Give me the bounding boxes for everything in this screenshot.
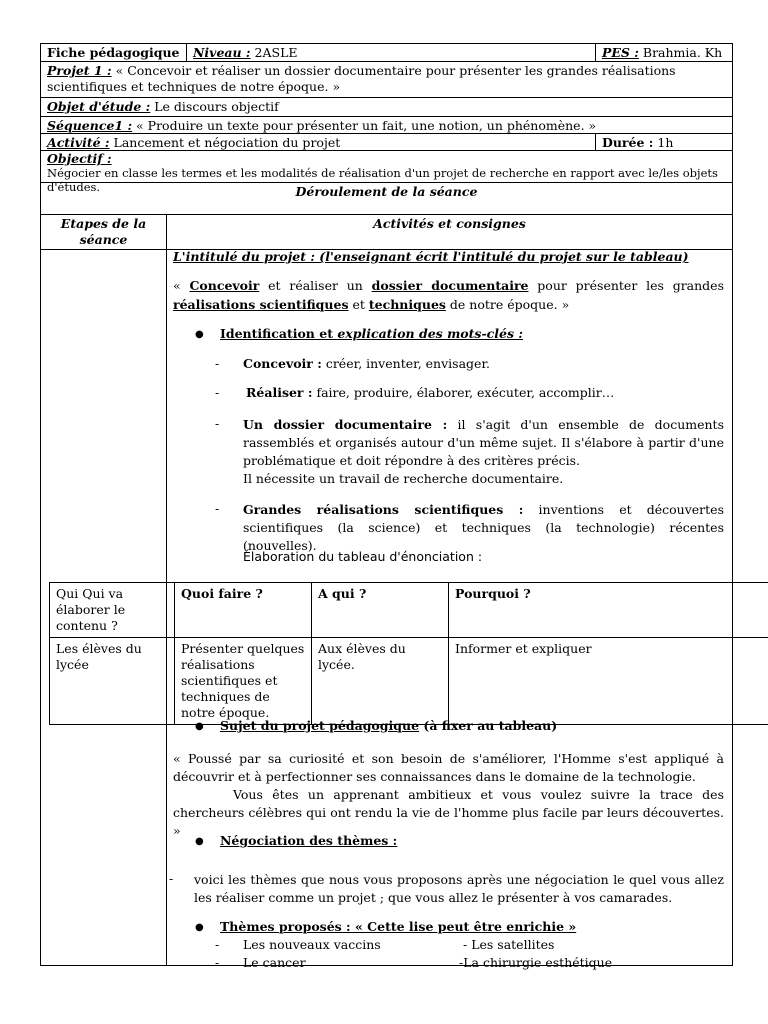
term-realisations: Grandes réalisations scientifiques : inventions et découvertes scientifiques (la science) et techniques (la technologie) récentes (nouvelles). xyxy=(243,502,724,553)
projet-cell xyxy=(41,62,732,96)
fiche-cell xyxy=(41,44,186,61)
sequence-text: « Produire un texte pour présenter un fait, une notion, un phénomène. » xyxy=(132,118,597,133)
objet-label: Objet d'étude : xyxy=(47,99,151,114)
activite-row xyxy=(40,134,733,151)
sequence-label: Séquence1 : xyxy=(47,118,133,133)
enonciation-header: A qui ? xyxy=(318,586,367,601)
enonciation-header: Qui Qui va élaborer le contenu ? xyxy=(50,583,175,638)
sujet-title: Sujet du projet pédagogique (à fixer au tableau) xyxy=(220,718,558,733)
pes-cell xyxy=(595,44,732,61)
sujet-paragraph: « Poussé par sa curiosité et son besoin de s'améliorer, l'Homme s'est appliqué à découvrir et à perfectionner ses connaissances dans le domaine de la technologie. xyxy=(173,751,724,784)
niveau-cell xyxy=(186,44,595,61)
term-dossier: Un dossier documentaire : il s'agit d'un ensemble de documents rassemblés et organisés autour d'un même sujet. Il s'élabore à partir d'une problématique et doit répondre à des critères précis. Il nécessite un travail de recherche documentaire. xyxy=(243,417,724,486)
enonciation-header: Pourquoi ? xyxy=(455,586,531,601)
pes-value: Brahmia. Kh xyxy=(638,45,723,60)
duree-label: Durée : xyxy=(602,135,654,150)
theme-item: Les nouveaux vaccins xyxy=(243,937,381,952)
etapes-header: Etapes de la séance xyxy=(60,216,147,247)
theme-item: -La chirurgie esthétique xyxy=(459,955,613,970)
intitule-heading: L'intitulé du projet : (l'enseignant écrit l'intitulé du projet sur le tableau) xyxy=(173,249,689,264)
enonciation-cell: Présenter quelques réalisations scientifiques et techniques de notre époque. xyxy=(175,638,312,725)
objectif-text: Négocier en classe les termes et les modalités de réalisation d'un projet de recherche en rapport avec le/les objets d'études. xyxy=(47,166,718,194)
theme-item: Le cancer xyxy=(243,955,306,970)
activities-column: L'intitulé du projet : (l'enseignant écrit l'intitulé du projet sur le tableau) « Concevoir et réaliser un dossier documentaire pour présenter les grandes réalisations scientifiques et techniques de notre époque. » ● Identification et explication des mots-clés : - Concevoir : créer, inventer, envisager. - Réaliser : faire, produire, élaborer, exécuter, accomplir… - Un dossier documentaire : il s'agit d'un ensemble de documents rassemblés et organisés autour d'un même sujet. Il s'élabore à partir d'une problématique et doit répondre à des critères précis. Il nécessite un travail de recherche documentaire. - Grandes réalisations scientifiques : inventions et découvertes scientifiques (la science) et techniques (la technologie) récentes (nouvelles). Élaboration du tableau d'énonciation : xyxy=(173,249,724,564)
main-body-row: L'intitulé du projet : (l'enseignant écrit l'intitulé du projet sur le tableau) « Concevoir et réaliser un dossier documentaire pour présenter les grandes réalisations scientifiques et techniques de notre époque. » ● Identification et explication des mots-clés : - Concevoir : créer, inventer, envisager. - Réaliser : faire, produire, élaborer, exécuter, accomplir… - Un dossier documentaire : il s'agit d'un ensemble de documents rassemblés et organisés autour d'un même sujet. Il s'élabore à partir d'une problématique et doit répondre à des critères précis. Il nécessite un travail de recherche documentaire. - Grandes réalisations scientifiques : inventions et découvertes scientifiques (la science) et techniques (la technologie) récentes (nouvelles). Élaboration du tableau d'énonciation : Qui Qui va élaborer le contenu ? Quoi faire ? A qui ? Pourquoi ? Les élèves du lycée Présenter quelques réalisations scientifiques et techniques de notre époque. Aux élèves du lycée. Informer et expliquer ● Sujet du projet pédagogique (à fixer au tableau) « Poussé par sa curiosité et son besoin de s'améliorer, l'Homme s'est appliqué à découvrir et à perfectionner ses connaissances dans le domaine de la technologie. Vous êtes un apprenant ambitieux et vous voulez suivre la trace des chercheurs célèbres qui ont rendu la vie de l'homme plus facile par leurs découvertes. » ● Négociation des thèmes : - voici les thèmes que nous vous proposons après une négociation le quel vous allez les réaliser comme un projet ; que vous allez le présenter à vos camarades. ● Thèmes proposés : « Cette lise peut être enrichie » - Les nouveaux vaccins - Les satellites - Le cancer -La chirurgie esthétique xyxy=(40,250,733,966)
enonciation-header: Quoi faire ? xyxy=(181,586,263,601)
enonciation-cell: Les élèves du lycée xyxy=(50,638,175,725)
activites-header: Activités et consignes xyxy=(166,215,732,249)
intitule-text: « Concevoir et réaliser un dossier documentaire pour présenter les grandes réalisations scientifiques et techniques de notre époque. » xyxy=(173,278,724,312)
identification-title: Identification et explication des mots-clés : xyxy=(220,326,523,341)
keyword-realisations: réalisations scientifiques xyxy=(173,297,349,312)
deroulement-title: Déroulement de la séance xyxy=(295,184,478,199)
term-concevoir: Concevoir : créer, inventer, envisager. xyxy=(243,356,491,371)
keyword-concevoir: Concevoir xyxy=(189,278,260,293)
themes-title: Thèmes proposés : « Cette lise peut être enrichie » xyxy=(220,919,577,934)
niveau-value: 2ASLE xyxy=(250,45,298,60)
column-header-row xyxy=(40,215,733,250)
bullet-icon: ● xyxy=(195,922,204,933)
enonciation-cell: Informer et expliquer xyxy=(449,638,768,725)
sujet-paragraph: Vous êtes un apprenant ambitieux et vous voulez suivre la trace des chercheurs célèbres qui ont rendu la vie de l'homme plus facile par leurs découvertes. » xyxy=(173,787,724,838)
enonciation-table xyxy=(49,582,768,725)
niveau-label: Niveau : xyxy=(193,45,251,60)
enonciation-header-row xyxy=(50,583,768,638)
activite-text: Lancement et négociation du projet xyxy=(109,135,341,150)
lesson-sheet xyxy=(40,43,733,970)
duree-value: 1h xyxy=(653,135,674,150)
objectif-label: Objectif : xyxy=(47,151,112,166)
pes-label: PES : xyxy=(602,45,639,60)
bullet-icon: ● xyxy=(195,721,204,732)
sequence-row xyxy=(40,117,733,134)
sujet-text xyxy=(173,750,724,840)
keyword-dossier: dossier documentaire xyxy=(371,278,529,293)
deroulement-row xyxy=(40,183,733,215)
enonciation-data-row xyxy=(50,638,768,725)
projet-label: Projet 1 : xyxy=(47,63,112,78)
fiche-label: Fiche pédagogique xyxy=(47,45,180,60)
header-row xyxy=(40,43,733,62)
enonciation-cell: Aux élèves du lycée. xyxy=(312,638,449,725)
negociation-text: voici les thèmes que nous vous proposons après une négociation le quel vous allez les réaliser comme un projet ; que vous allez le présenter à vos camarades. xyxy=(194,872,724,905)
keyword-techniques: techniques xyxy=(368,297,446,312)
projet-row xyxy=(40,62,733,98)
objet-text: Le discours objectif xyxy=(150,99,279,114)
negociation-title: Négociation des thèmes : xyxy=(220,833,398,848)
projet-text: « Concevoir et réaliser un dossier documentaire pour présenter les grandes réalisations scientifiques et techniques de notre époque. » xyxy=(47,63,676,94)
bullet-icon: ● xyxy=(195,836,204,847)
elaboration-label: Élaboration du tableau d'énonciation : xyxy=(243,549,483,564)
activite-label: Activité : xyxy=(47,135,110,150)
bullet-icon: ● xyxy=(195,329,204,340)
objet-row xyxy=(40,98,733,117)
term-realiser: Réaliser : faire, produire, élaborer, exécuter, accomplir… xyxy=(246,385,615,400)
theme-item: - Les satellites xyxy=(463,937,555,952)
